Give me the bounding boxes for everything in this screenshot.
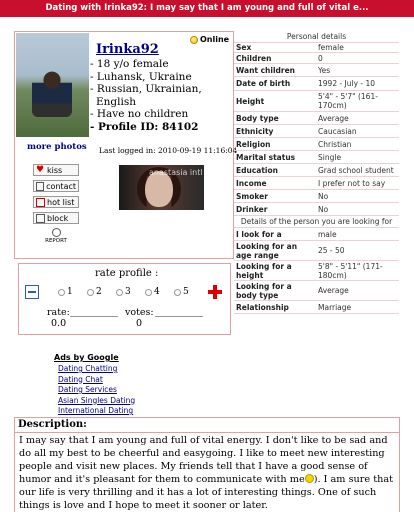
details-row (234, 203, 399, 216)
personal-details (234, 31, 399, 314)
ad-link[interactable]: Asian Singles Dating (58, 395, 136, 405)
details-key: Looking for an age range (234, 241, 316, 261)
hotlist-label: hot list (47, 197, 75, 207)
details-value: No (316, 190, 399, 203)
details-value: Grad school student (316, 164, 399, 177)
fact-languages: - Russian, Ukrainian, English (90, 83, 202, 108)
details-key: Children (234, 53, 316, 64)
details-value: Average (316, 281, 399, 301)
fact-children: - Have no children (90, 108, 189, 120)
description-text (19, 434, 397, 512)
radio-icon (174, 289, 181, 296)
details-key: Ethnicity (234, 125, 316, 138)
report-button[interactable] (33, 228, 79, 244)
details-row (234, 164, 399, 177)
votes-value: 0 (136, 318, 143, 329)
rate-label: rate: (47, 307, 70, 318)
details-row (234, 91, 399, 112)
details-key: Drinker (234, 203, 316, 216)
details-header-row (234, 31, 399, 43)
ads-title[interactable]: Ads by Google (54, 353, 119, 362)
details-value: Marriage (316, 301, 399, 314)
ads-list (58, 364, 135, 417)
rate-option-label: 4 (154, 287, 160, 297)
details-value: I prefer not to say (316, 177, 399, 190)
rate-option-5[interactable] (174, 287, 203, 297)
smiley-icon (305, 474, 314, 483)
details-key: Smoker (234, 190, 316, 203)
details-key: Marital status (234, 151, 316, 164)
contact-label: contact (46, 181, 76, 191)
ad-link[interactable]: Dating Chatting (58, 364, 118, 373)
description-text-end: ). I am sure that our life is very thrilling and it has a lot of interesting things. One of such things is love and I hope to meet it sooner or later. (19, 474, 394, 511)
rate-divider (70, 316, 118, 317)
rate-down-button[interactable] (25, 285, 39, 299)
details-key: Religion (234, 138, 316, 151)
details-row (234, 281, 399, 301)
details-value: Christian (316, 138, 399, 151)
description-divider (15, 432, 399, 433)
details-key: Relationship (234, 301, 316, 314)
rate-up-button[interactable] (208, 285, 222, 299)
details-key: Income (234, 177, 316, 190)
fact-age: - 18 y/o female (90, 58, 169, 70)
hotlist-button[interactable] (33, 196, 79, 208)
details-row (234, 112, 399, 125)
advert-banner[interactable] (119, 165, 204, 210)
details-row (234, 241, 399, 261)
message-icon (36, 182, 44, 191)
rate-option-label: 3 (125, 287, 131, 297)
details-row (234, 228, 399, 241)
kiss-label: kiss (47, 165, 63, 175)
details-key: Looking for a height (234, 261, 316, 281)
radio-icon (116, 289, 123, 296)
rate-option-label: 5 (183, 287, 189, 297)
advert-watermark: anastasia intl (149, 168, 203, 177)
report-label: REPORT (45, 238, 67, 244)
rate-option-3[interactable] (116, 287, 145, 297)
online-dot-icon (190, 36, 198, 44)
details-row (234, 177, 399, 190)
photo-figure (32, 71, 72, 117)
details-row (234, 190, 399, 203)
ad-link[interactable]: Dating Chat (58, 374, 103, 384)
description-title: Description: (18, 419, 87, 430)
details-row (234, 151, 399, 164)
page-title: Dating with Irinka92: I may say that I am young and full of vital e... (45, 3, 369, 13)
online-status (190, 35, 229, 44)
rate-title: rate profile : (95, 268, 159, 279)
report-icon (52, 228, 61, 237)
rate-option-4[interactable] (145, 287, 174, 297)
profile-photo[interactable] (16, 33, 89, 137)
details-key: Body type (234, 112, 316, 125)
profile-actions (33, 164, 79, 244)
details-row (234, 261, 399, 281)
details-value: Yes (316, 64, 399, 77)
details-value: No (316, 203, 399, 216)
rate-option-1[interactable] (58, 287, 87, 297)
more-photos-link[interactable]: more photos (27, 142, 87, 152)
block-icon (36, 214, 45, 223)
contact-button[interactable] (33, 180, 79, 192)
rate-options (58, 287, 203, 297)
details-value: 1992 - July - 10 (316, 77, 399, 91)
details-key: Sex (234, 43, 316, 53)
ad-link[interactable]: Dating Services (58, 385, 117, 394)
block-button[interactable] (33, 212, 79, 224)
block-label: block (47, 213, 69, 223)
details-value: 25 - 50 (316, 241, 399, 261)
details-key: Want children (234, 64, 316, 77)
heart-icon: ♥ (36, 164, 45, 175)
profile-name[interactable]: Irinka92 (96, 42, 159, 57)
details-row (234, 53, 399, 64)
checkbox-icon (36, 198, 45, 207)
details-row (234, 301, 399, 314)
votes-divider (155, 316, 203, 317)
rate-option-2[interactable] (87, 287, 116, 297)
details-row (234, 64, 399, 77)
radio-icon (87, 289, 94, 296)
profile-facts (90, 58, 230, 133)
details-value: 5'4" - 5'7" (161-170cm) (316, 91, 399, 112)
details-header: Personal details (234, 31, 399, 43)
details-value: Caucasian (316, 125, 399, 138)
details-value: female (316, 43, 399, 53)
details-key: Education (234, 164, 316, 177)
online-label: Online (200, 35, 230, 44)
details-row (234, 125, 399, 138)
rate-value: 0.0 (51, 318, 67, 329)
details-value: male (316, 228, 399, 241)
description-text-start: I may say that I am young and full of vital energy. I don't like to be sad and do all my best to be cheerful and easygoing. I like to meet new interesting people and visit new places. My friends tell that I have a good sense of humor and it's pleasant for them to communicate with me (19, 435, 388, 485)
details-row (234, 43, 399, 53)
details-value: Single (316, 151, 399, 164)
looking-header-row (234, 216, 399, 228)
kiss-button[interactable] (33, 164, 79, 176)
ad-link[interactable]: International Dating (58, 406, 134, 415)
details-table (234, 31, 399, 314)
rate-option-label: 1 (67, 287, 73, 297)
details-value: 5'8" - 5'11" (171-180cm) (316, 261, 399, 281)
details-key: I look for a (234, 228, 316, 241)
radio-icon (58, 289, 65, 296)
details-key: Height (234, 91, 316, 112)
details-row (234, 138, 399, 151)
radio-icon (145, 289, 152, 296)
details-key: Date of birth (234, 77, 316, 91)
details-value: Average (316, 112, 399, 125)
details-value: 0 (316, 53, 399, 64)
fact-location: - Luhansk, Ukraine (90, 70, 192, 83)
looking-header: Details of the person you are looking for (234, 216, 399, 228)
page-title-bar (0, 0, 414, 17)
last-logged-in: Last logged in: 2010-09-19 11:16:04 (99, 146, 238, 155)
rate-option-label: 2 (96, 287, 102, 297)
details-row (234, 77, 399, 91)
fact-profile-id: - Profile ID: 84102 (90, 120, 199, 133)
details-key: Looking for a body type (234, 281, 316, 301)
votes-label: votes: (125, 307, 154, 318)
